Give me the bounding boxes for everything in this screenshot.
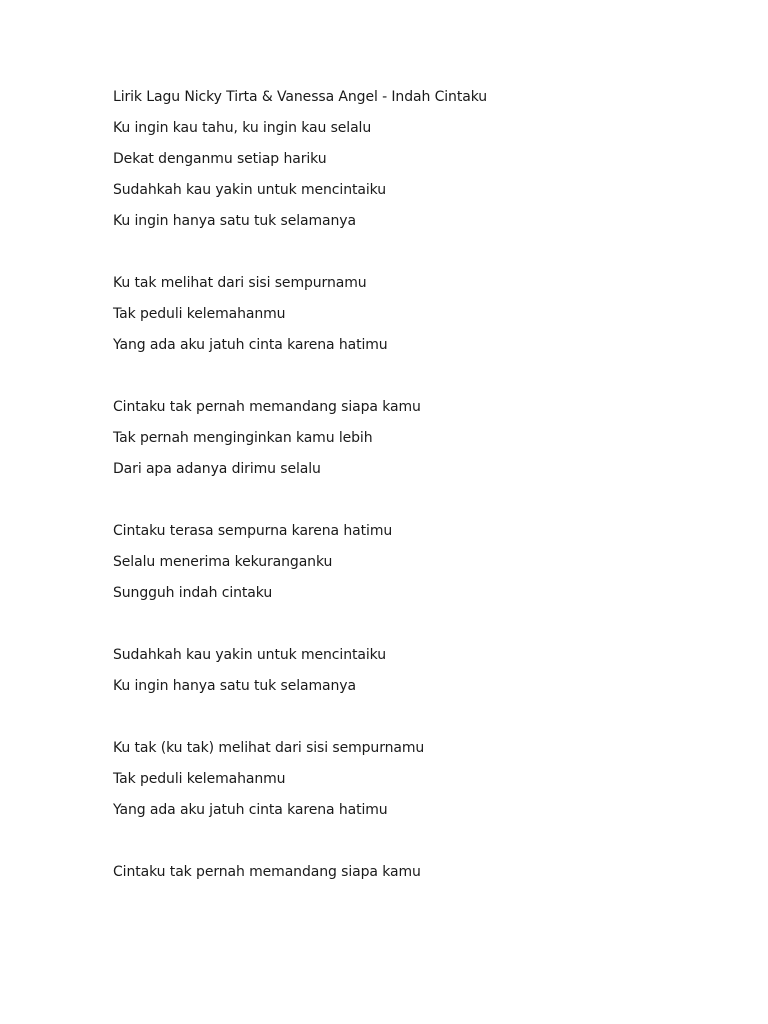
lyric-line: Tak peduli kelemahanmu: [113, 306, 286, 322]
document-title: Lirik Lagu Nicky Tirta & Vanessa Angel - Indah Cintaku: [113, 89, 488, 105]
stanza-gap: [113, 613, 713, 644]
lyric-line: Yang ada aku jatuh cinta karena hatimu: [113, 802, 388, 818]
lyric-line: Dekat denganmu setiap hariku: [113, 151, 327, 167]
lyric-line: Sudahkah kau yakin untuk mencintaiku: [113, 182, 386, 198]
lyric-line: Dari apa adanya dirimu selalu: [113, 461, 321, 477]
lyric-line: Ku tak (ku tak) melihat dari sisi sempurnamu: [113, 740, 425, 756]
stanza-gap: [113, 241, 713, 272]
lyrics-body: [113, 86, 713, 892]
lyric-line: Ku ingin hanya satu tuk selamanya: [113, 678, 356, 694]
lyric-line: Ku ingin hanya satu tuk selamanya: [113, 213, 356, 229]
stanza-gap: [113, 365, 713, 396]
lyric-line: Ku ingin kau tahu, ku ingin kau selalu: [113, 120, 372, 136]
lyric-line: Yang ada aku jatuh cinta karena hatimu: [113, 337, 388, 353]
lyric-line: Sungguh indah cintaku: [113, 585, 273, 601]
lyric-line: Cintaku tak pernah memandang siapa kamu: [113, 864, 421, 880]
lyric-line: Tak peduli kelemahanmu: [113, 771, 286, 787]
lyric-line: Tak pernah menginginkan kamu lebih: [113, 430, 373, 446]
lyric-line: Selalu menerima kekuranganku: [113, 554, 333, 570]
lyric-line: Cintaku terasa sempurna karena hatimu: [113, 523, 393, 539]
stanza-gap: [113, 830, 713, 861]
lyric-line: Ku tak melihat dari sisi sempurnamu: [113, 275, 367, 291]
lyric-line: Cintaku tak pernah memandang siapa kamu: [113, 399, 421, 415]
stanza-gap: [113, 489, 713, 520]
stanza-gap: [113, 706, 713, 737]
lyric-line: Sudahkah kau yakin untuk mencintaiku: [113, 647, 386, 663]
